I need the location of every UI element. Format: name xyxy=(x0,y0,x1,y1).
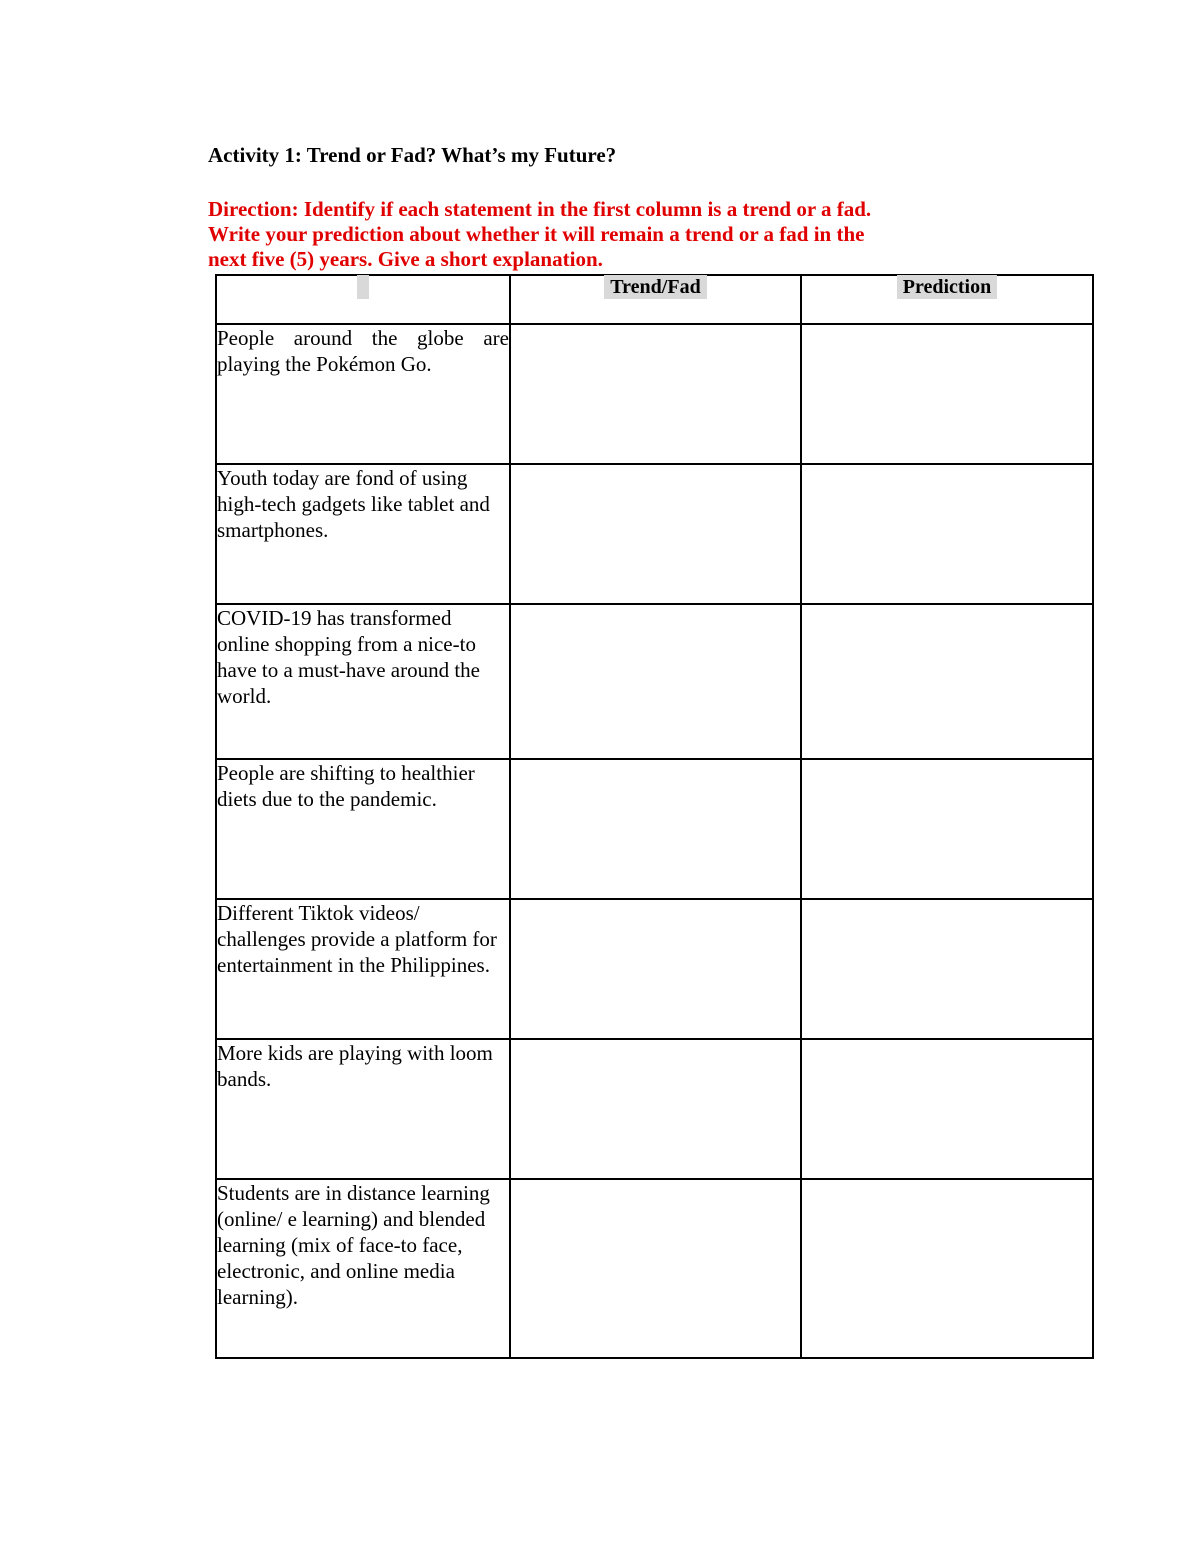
statement-cell: Students are in distance learning (online/ e learning) and blended learning (mix of face-to face, electronic, and online media learning). xyxy=(216,1179,510,1358)
trend-fad-cell[interactable] xyxy=(510,1179,801,1358)
table-row xyxy=(216,464,1093,604)
prediction-cell[interactable] xyxy=(801,1039,1093,1179)
direction-line: Write your prediction about whether it will remain a trend or a fad in the xyxy=(208,222,865,246)
trend-fad-cell[interactable] xyxy=(510,464,801,604)
statement-cell: More kids are playing with loom bands. xyxy=(216,1039,510,1179)
header-prediction: Prediction xyxy=(801,275,1093,324)
activity-title: Activity 1: Trend or Fad? What’s my Future? xyxy=(208,143,617,167)
prediction-cell[interactable] xyxy=(801,324,1093,464)
trend-fad-cell[interactable] xyxy=(510,899,801,1039)
prediction-cell[interactable] xyxy=(801,759,1093,899)
direction-line: Direction: Identify if each statement in the first column is a trend or a fad. xyxy=(208,197,872,221)
header-statement xyxy=(216,275,510,324)
header-trend-fad: Trend/Fad xyxy=(510,275,801,324)
trend-fad-cell[interactable] xyxy=(510,604,801,759)
table-header-row xyxy=(216,275,1093,324)
trend-fad-table xyxy=(215,274,1094,1359)
prediction-cell[interactable] xyxy=(801,604,1093,759)
table-row xyxy=(216,1039,1093,1179)
trend-fad-cell[interactable] xyxy=(510,759,801,899)
trend-fad-cell[interactable] xyxy=(510,324,801,464)
table-row xyxy=(216,759,1093,899)
statement-cell: People are shifting to healthier diets due to the pandemic. xyxy=(216,759,510,899)
table-row xyxy=(216,324,1093,464)
statement-cell: Youth today are fond of using high-tech gadgets like tablet and smartphones. xyxy=(216,464,510,604)
prediction-cell[interactable] xyxy=(801,1179,1093,1358)
prediction-cell[interactable] xyxy=(801,899,1093,1039)
prediction-cell[interactable] xyxy=(801,464,1093,604)
direction-text xyxy=(208,197,1008,272)
statement-cell: People around the globe are playing the Pokémon Go. xyxy=(216,324,510,464)
direction-line: next five (5) years. Give a short explanation. xyxy=(208,247,603,271)
table-row xyxy=(216,1179,1093,1358)
table-row xyxy=(216,604,1093,759)
table-row xyxy=(216,899,1093,1039)
trend-fad-cell[interactable] xyxy=(510,1039,801,1179)
statement-cell: COVID-19 has transformed online shopping from a nice-to have to a must-have around the world. xyxy=(216,604,510,759)
statement-cell: Different Tiktok videos/ challenges provide a platform for entertainment in the Philippines. xyxy=(216,899,510,1039)
